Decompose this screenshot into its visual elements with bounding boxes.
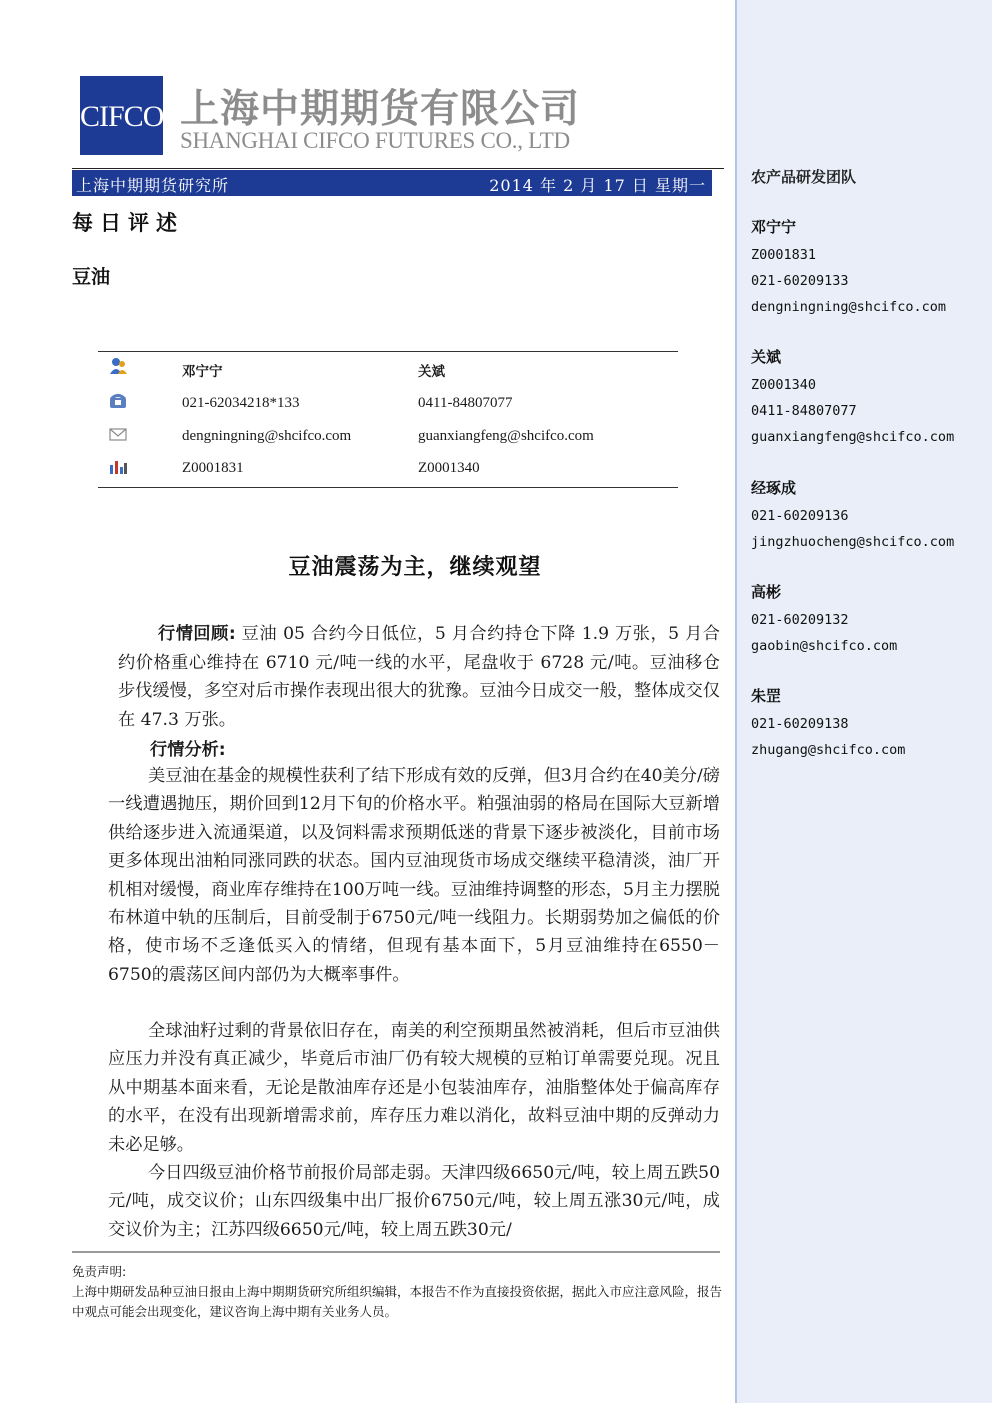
contact-phone: 0411-84807077 — [751, 403, 857, 419]
analyst-row-phone — [98, 389, 678, 419]
contact-name: 高彬 — [751, 583, 782, 601]
contact-phone: 021-60209132 — [751, 612, 849, 628]
report-type: 每日评述 — [72, 210, 184, 235]
analyst-1-license: Z0001831 — [182, 460, 244, 476]
analyst-row-license — [98, 454, 678, 484]
market-review-paragraph — [118, 620, 720, 734]
article-title: 豆油震荡为主，继续观望 — [288, 555, 542, 580]
phone-icon — [108, 391, 128, 411]
sidebar-contact — [751, 477, 954, 555]
analysis-paragraph-2: 全球油籽过剩的背景依旧存在，南美的利空预期虽然被消耗，但后市豆油供应压力并没有真正减少，毕竟后市油厂仍有较大规模的豆粕订单需要兑现。况且从中期基本面来看，无论是散油库存还是小包装油库存，油脂整体处于偏高库存的水平，在没有出现新增需求前，库存压力难以消化，故料豆油中期的反弹动力未必足够。 — [108, 1021, 720, 1155]
person-icon — [108, 356, 128, 376]
contact-license: Z0001831 — [751, 247, 817, 263]
commodity-name: 豆油 — [72, 266, 111, 288]
contact-phone: 021-60209138 — [751, 716, 849, 732]
analyst-2-email: guanxiangfeng@shcifco.com — [418, 428, 594, 444]
analyst-2-phone: 0411-84807077 — [418, 395, 513, 411]
review-label: 行情回顾: — [158, 624, 236, 644]
analyst-1-phone: 021-62034218*133 — [182, 395, 300, 411]
contact-sidebar — [735, 0, 992, 1403]
contact-email: zhugang@shcifco.com — [751, 742, 906, 758]
contact-phone: 021-60209136 — [751, 508, 849, 524]
header-divider — [72, 168, 724, 169]
disclaimer — [72, 1262, 722, 1322]
analyst-row-email — [98, 422, 678, 452]
company-name-en: SHANGHAI CIFCO FUTURES CO., LTD — [180, 128, 570, 153]
header-bar — [72, 170, 712, 196]
analysis-heading: 行情分析: — [150, 740, 226, 760]
sidebar-contact — [751, 581, 897, 659]
contact-email: jingzhuocheng@shcifco.com — [751, 534, 955, 550]
disclaimer-text: 上海中期研发品种豆油日报由上海中期期货研究所组织编辑，本报告不作为直接投资依据，据此入市应注意风险，报告中观点可能会出现变化，建议咨询上海中期有关业务人员。 — [72, 1284, 723, 1319]
contact-email: guanxiangfeng@shcifco.com — [751, 429, 955, 445]
chart-icon — [108, 456, 128, 476]
contact-phone: 021-60209133 — [751, 273, 849, 289]
contact-name: 朱罡 — [751, 687, 782, 705]
report-date: 2014 年 2 月 17 日 星期一 — [489, 176, 706, 195]
contact-license: Z0001340 — [751, 377, 817, 393]
footer-divider — [72, 1251, 720, 1253]
logo-text: CIFCO — [80, 100, 164, 133]
analysis-paragraph-3: 今日四级豆油价格节前报价局部走弱。天津四级6650元/吨，较上周五跌50元/吨，成交议价；山东四级集中出厂报价6750元/吨，较上周五涨30元/吨，成交议价为主；江苏四级6650元/吨，较上周五跌30元/ — [108, 1163, 720, 1240]
analyst-1-name: 邓宁宁 — [182, 364, 223, 380]
sidebar-contact — [751, 216, 946, 320]
analyst-2-license: Z0001340 — [418, 460, 480, 476]
contact-email: dengningning@shcifco.com — [751, 299, 947, 315]
contact-name: 邓宁宁 — [751, 218, 797, 236]
contact-email: gaobin@shcifco.com — [751, 638, 898, 654]
institute-name: 上海中期期货研究所 — [76, 176, 230, 195]
email-icon — [108, 424, 128, 444]
analyst-row-names — [98, 354, 678, 384]
sidebar-contact — [751, 685, 905, 763]
contact-name: 经琢成 — [751, 479, 797, 497]
company-name-cn: 上海中期期货有限公司 — [180, 87, 581, 132]
analyst-1-email: dengningning@shcifco.com — [182, 428, 352, 444]
analyst-2-name: 关斌 — [418, 364, 445, 380]
sidebar-contact — [751, 346, 954, 450]
disclaimer-title: 免责声明: — [72, 1264, 127, 1279]
review-text: 豆油 05 合约今日低位，5 月合约持仓下降 1.9 万张，5 月合约价格重心维持在 6710 元/吨一线的水平，尾盘收于 6728 元/吨。豆油移仓步伐缓慢，多空对后市操作表现出很大的犹豫。豆油今日成交一般，整体成交仅在 47.3 万张。 — [118, 624, 720, 730]
team-name: 农产品研发团队 — [751, 168, 857, 186]
analysis-paragraph-1: 美豆油在基金的规模性获利了结下形成有效的反弹，但3月合约在40美分/磅一线遭遇抛压，期价回到12月下旬的价格水平。粕强油弱的格局在国际大豆新增供给逐步进入流通渠道，以及饲料需求预期低迷的背景下逐步被淡化，目前市场更多体现出油粕同涨同跌的状态。国内豆油现货市场成交继续平稳清淡，油厂开机相对缓慢，商业库存维持在100万吨一线。豆油维持调整的形态，5月主力摆脱布林道中轨的压制后，目前受制于6750元/吨一线阻力。长期弱势加之偏低的价格，使市场不乏逢低买入的情绪，但现有基本面下，5月豆油维持在6550－6750的震荡区间内部仍为大概率事件。 — [108, 766, 720, 985]
contact-name: 关斌 — [751, 348, 782, 366]
analyst-table — [98, 351, 678, 488]
